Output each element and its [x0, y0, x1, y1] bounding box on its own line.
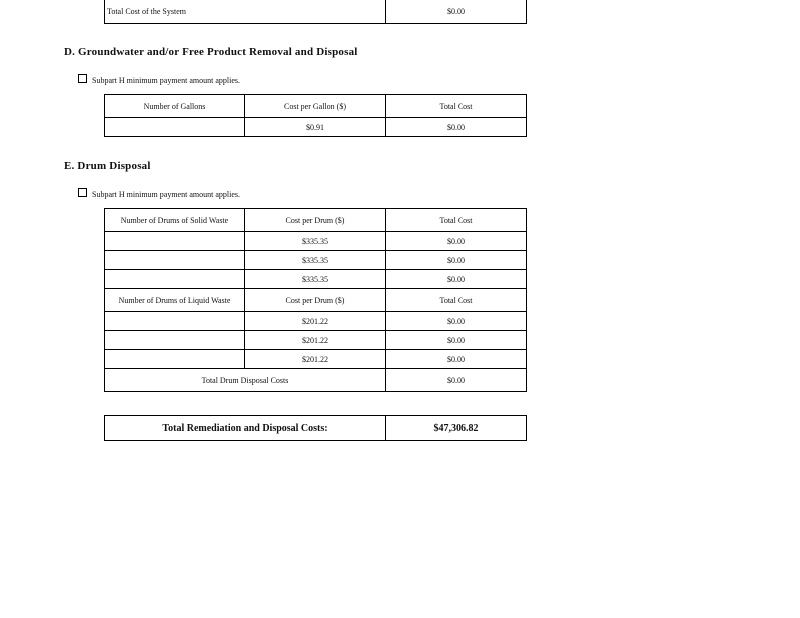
- solid-total-cell: $0.00: [386, 270, 527, 289]
- liquid-total-cell: $0.00: [386, 312, 527, 331]
- gallons-total-cell: $0.00: [386, 118, 527, 137]
- solid-count-cell[interactable]: [105, 232, 245, 251]
- section-e-title: E. Drum Disposal: [64, 160, 151, 172]
- solid-cost-cell: $335.35: [245, 251, 386, 270]
- liquid-cost-cell: $201.22: [245, 331, 386, 350]
- section-e-checkbox[interactable]: [78, 188, 87, 197]
- section-d-checkbox-row[interactable]: [78, 76, 240, 85]
- liquid-count-cell[interactable]: [105, 350, 245, 369]
- grand-total-label: Total Remediation and Disposal Costs:: [105, 416, 386, 441]
- gallons-cell[interactable]: [105, 118, 245, 137]
- liquid-count-cell[interactable]: [105, 331, 245, 350]
- header-solid-total: Total Cost: [386, 209, 527, 232]
- solid-cost-cell: $335.35: [245, 232, 386, 251]
- system-cost-table: [104, 0, 527, 24]
- header-liquid-drums: Number of Drums of Liquid Waste: [105, 289, 245, 312]
- solid-count-cell[interactable]: [105, 270, 245, 289]
- grand-total-value: $47,306.82: [386, 416, 527, 441]
- header-gallons: Number of Gallons: [105, 95, 245, 118]
- drum-disposal-total-value: $0.00: [386, 369, 527, 392]
- system-cost-value: $0.00: [386, 0, 527, 23]
- header-cost-per-gallon: Cost per Gallon ($): [245, 95, 386, 118]
- liquid-total-cell: $0.00: [386, 350, 527, 369]
- section-d-checkbox[interactable]: [78, 74, 87, 83]
- groundwater-table: [104, 94, 527, 137]
- liquid-cost-cell: $201.22: [245, 312, 386, 331]
- solid-cost-cell: $335.35: [245, 270, 386, 289]
- drum-disposal-total-label: Total Drum Disposal Costs: [105, 369, 386, 392]
- liquid-count-cell[interactable]: [105, 312, 245, 331]
- solid-total-cell: $0.00: [386, 251, 527, 270]
- section-d-title: D. Groundwater and/or Free Product Removal and Disposal: [64, 46, 358, 58]
- drum-disposal-table: [104, 208, 527, 392]
- section-e-checkbox-row[interactable]: [78, 190, 240, 199]
- system-cost-label: Total Cost of the System: [105, 0, 386, 23]
- cost-per-gallon-cell: $0.91: [245, 118, 386, 137]
- header-solid-drums: Number of Drums of Solid Waste: [105, 209, 245, 232]
- grand-total-table: [104, 415, 527, 441]
- section-d-checkbox-label: Subpart H minimum payment amount applies.: [92, 76, 240, 85]
- header-solid-cost-per-drum: Cost per Drum ($): [245, 209, 386, 232]
- header-liquid-cost-per-drum: Cost per Drum ($): [245, 289, 386, 312]
- header-total-cost: Total Cost: [386, 95, 527, 118]
- solid-count-cell[interactable]: [105, 251, 245, 270]
- liquid-cost-cell: $201.22: [245, 350, 386, 369]
- liquid-total-cell: $0.00: [386, 331, 527, 350]
- solid-total-cell: $0.00: [386, 232, 527, 251]
- section-e-checkbox-label: Subpart H minimum payment amount applies.: [92, 190, 240, 199]
- header-liquid-total: Total Cost: [386, 289, 527, 312]
